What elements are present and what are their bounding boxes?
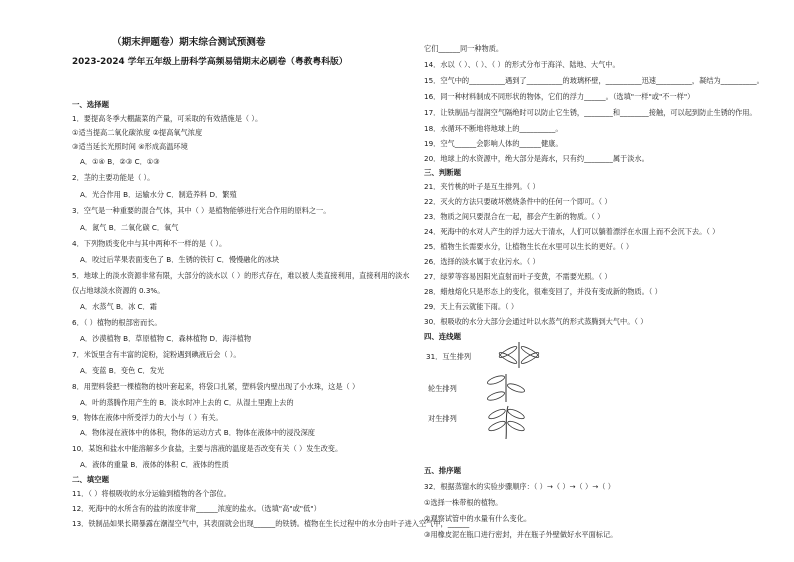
question-14: 14．水以（ ）、（ ）、（ ）的形式分布于海洋、陆地、大气中。: [424, 60, 620, 69]
question-3-options: A．氮气 B．二氧化碳 C．氧气: [80, 223, 179, 232]
question-32-step-2: ②观察试管中的水量有什么变化。: [424, 514, 532, 523]
question-30: 30．根吸收的水分大部分会通过叶以水蒸气的形式蒸腾到大气中。（ ）: [424, 317, 648, 326]
question-5-cont: 仅占地球淡水资源的 0.3%。: [72, 286, 165, 295]
section-judge-heading: 三、判断题: [424, 168, 461, 177]
whorled-leaf-diagram[interactable]: [494, 340, 544, 370]
question-1: 1．要提高冬季大棚蔬菜的产量，可采取的有效措施是（ ）。: [72, 114, 263, 123]
question-25: 25．植物生长需要水分，让植物生长在水里可以生长的更好。（ ）: [424, 242, 634, 251]
question-9: 9．物体在液体中所受浮力的大小与（ ）有关。: [72, 413, 223, 422]
question-18: 18．水循环不断地将地球上的__________。: [424, 124, 563, 133]
question-23: 23．物质之间只要混合在一起，都会产生新的物质。（ ）: [424, 212, 605, 221]
section-choice-heading: 一、选择题: [72, 100, 109, 109]
question-16: 16．同一种材料制成不同形状的物体，它们的浮力______。（选填"一样"或"不一样"）: [424, 92, 695, 101]
question-10: 10．某饱和盐水中能溶解多少食盐，主要与溶液的温度是否改变有关（ ）发生改变。: [72, 444, 343, 453]
question-10-options: A．液体的重量 B．液体的体积 C．液体的性质: [80, 460, 229, 469]
exam-title: （期末押题卷）期末综合测试预测卷: [112, 37, 266, 48]
question-7: 7．米饭里含有丰富的淀粉，淀粉遇到碘液后会（ ）。: [72, 350, 241, 359]
question-17: 17．让铁制品与湿润空气隔绝时可以防止它生锈，________和________接触，可以起到防止生锈的作用。: [424, 108, 757, 117]
question-32: 32．根据蒸馏水的实验步骤顺序：（ ）→（ ）→（ ）→（ ）: [424, 482, 615, 491]
question-13: 13．铁制品如果长期暴露在潮湿空气中，其表面就会出现______的铁锈。植物在生长过程中的水分由叶子进入空气中，______: [72, 519, 470, 528]
match-label-opposite: 对生排列: [428, 414, 457, 423]
question-32-step-3: ③用橡皮泥在瓶口进行密封，并在瓶子外壁做好水平面标记。: [424, 530, 618, 539]
question-5: 5．地球上的淡水资源非常有限，大部分的淡水以（ ）的形式存在，难以被人类直接利用，直接利用的淡水: [72, 271, 410, 280]
question-21: 21．夹竹桃的叶子是互生排列。（ ）: [424, 182, 540, 191]
question-32-step-1: ①选择一株带根的植物。: [424, 498, 503, 507]
section-match-heading: 四、连线题: [424, 332, 461, 341]
question-4: 4．下列物质变化中与其中两种不一样的是（ ）。: [72, 239, 227, 248]
question-28: 28．蜡烛熔化只是形态上的变化，很难变回了，并没有变成新的物质。（ ）: [424, 287, 662, 296]
question-11: 11．（ ）将根吸收的水分运输到植物的各个部位。: [72, 489, 231, 498]
question-29: 29．天上有云就能下雨。（ ）: [424, 302, 519, 311]
question-24: 24．死海中的水对人产生的浮力远大于清水，人们可以躺着漂浮在水面上而不会沉下去。（ ）: [424, 227, 720, 236]
question-13-cont: 它们______同一种物质。: [424, 44, 504, 53]
alternate-leaf-diagram[interactable]: [486, 372, 526, 404]
question-27: 27．绿萝等容易因阳光直射而叶子变黄，不需要光照。（ ）: [424, 272, 612, 281]
opposite-leaf-diagram[interactable]: [486, 404, 526, 440]
match-label-alternate: 31．互生排列: [426, 352, 472, 361]
question-5-options: A．水蒸气 B．冰 C．霜: [80, 302, 157, 311]
question-8: 8．用塑料袋把一棵植物的枝叶套起来，将袋口扎紧，塑料袋内壁出现了小水珠，这是（ ）: [72, 382, 360, 391]
question-3: 3．空气是一种重要的混合气体，其中（ ）是植物能够进行光合作用的原料之一。: [72, 206, 331, 215]
question-1-statements-a: ①适当提高二氧化碳浓度 ②提高氧气浓度: [72, 128, 203, 137]
question-22: 22．灭火的方法只要破坏燃烧条件中的任何一个即可。（ ）: [424, 197, 612, 206]
question-2-options: A．光合作用 B．运输水分 C．制造养料 D．繁殖: [80, 190, 237, 199]
exam-subtitle: 2023-2024 学年五年级上册科学高频易错期末必刷卷（粤教粤科版）: [72, 57, 348, 67]
question-26: 26．选择的淡水属于农业污水。（ ）: [424, 257, 540, 266]
question-15: 15．空气中的__________遇到了__________的玻璃杯壁，__________迅速__________，凝结为__________。: [424, 76, 764, 85]
question-6-options: A．沙漠植物 B．草原植物 C．森林植物 D．海洋植物: [80, 334, 252, 343]
question-1-statements-b: ③适当延长光照时间 ④形成高温环境: [72, 142, 188, 151]
section-order-heading: 五、排序题: [424, 466, 461, 475]
question-8-options: A．叶的蒸腾作用产生的 B．淡水时冲上去的 C．从湿土里跑上去的: [80, 398, 294, 407]
question-7-options: A．变蓝 B．变色 C．发光: [80, 366, 165, 375]
question-9-options: A．物体浸在液体中的体积，物体的运动方式 B．物体在液体中的浸没深度: [80, 428, 315, 437]
match-label-whorled: 轮生排列: [428, 384, 457, 393]
section-fill-heading: 二、填空题: [72, 475, 109, 484]
question-20: 20．地球上的水资源中，绝大部分是海水，只有约________属于淡水。: [424, 154, 649, 163]
question-6: 6．（ ）植物的根部密而长。: [72, 318, 162, 327]
question-12: 12．死海中的水所含有的盐的浓度非常______浓度的盐水。（选填"高"或"低"）: [72, 504, 321, 513]
question-19: 19．空气______会影响人体的______健康。: [424, 139, 563, 148]
question-2: 2．茎的主要功能是（ ）。: [72, 173, 155, 182]
question-1-options: A．①④ B．②③ C．①③: [80, 157, 160, 166]
question-4-options: A．咬过后苹果表面变色了 B．生锈的铁钉 C．慢慢融化的冰块: [80, 255, 280, 264]
